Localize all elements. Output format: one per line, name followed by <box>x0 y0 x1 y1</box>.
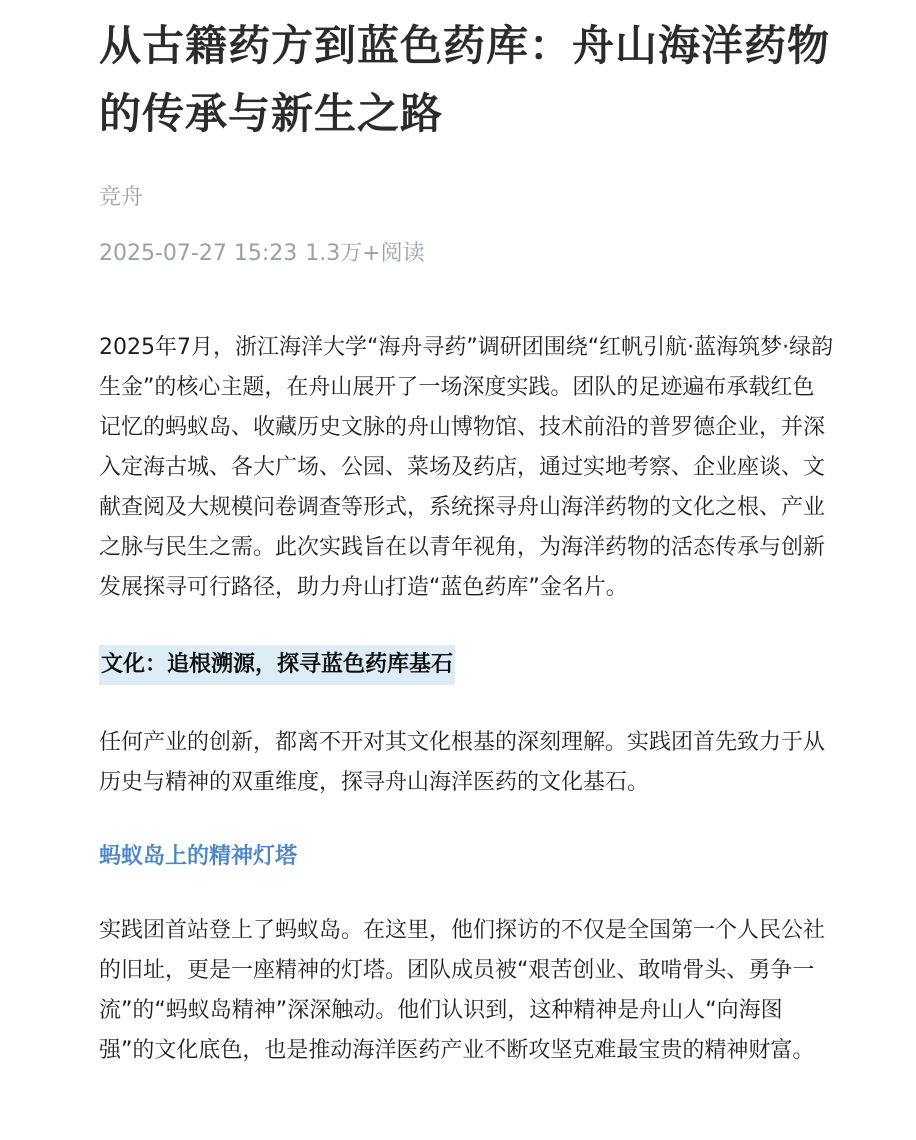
read-count: 1.3万+阅读 <box>305 241 425 266</box>
author-name[interactable]: 竞舟 <box>99 185 144 210</box>
intro-paragraph: 2025年7月，浙江海洋大学“海舟寻药”调研团围绕“红帆引航·蓝海筑梦·绿韵生金”的核心主题，在舟山展开了一场深度实践。团队的足迹遍布承载红色记忆的蚂蚁岛、收藏历史文脉的舟山博物馆、技术前沿的普罗德企业，并深入定海古城、各大广场、公园、菜场及药店，通过实地考察、企业座谈、文献查阅及大规模问卷调查等形式，系统探寻舟山海洋药物的文化之根、产业之脉与民生之需。此次实践旨在以青年视角，为海洋药物的活态传承与创新发展探寻可行路径，助力舟山打造“蓝色药库”金名片。 <box>99 335 834 600</box>
culture-paragraph: 任何产业的创新，都离不开对其文化根基的深刻理解。实践团首先致力于从历史与精神的双重维度，探寻舟山海洋医药的文化基石。 <box>99 730 826 795</box>
article-title: 从古籍药方到蓝色药库：舟山海洋药物的传承与新生之路 <box>99 21 831 138</box>
publish-date: 2025-07-27 15:23 <box>99 241 298 266</box>
ant-island-paragraph: 实践团首站登上了蚂蚁岛。在这里，他们探访的不仅是全国第一个人民公社的旧址，更是一座精神的灯塔。团队成员被“艰苦创业、敢啃骨头、勇争一流”的“蚂蚁岛精神”深深触动。他们认识到，这种精神是舟山人“向海图强”的文化底色，也是推动海洋医药产业不断攻坚克难最宝贵的精神财富。 <box>99 918 826 1063</box>
section-heading: 文化：追根溯源，探寻蓝色药库基石 <box>99 645 455 685</box>
subheading: 蚂蚁岛上的精神灯塔 <box>99 844 298 869</box>
article-meta <box>99 238 836 270</box>
